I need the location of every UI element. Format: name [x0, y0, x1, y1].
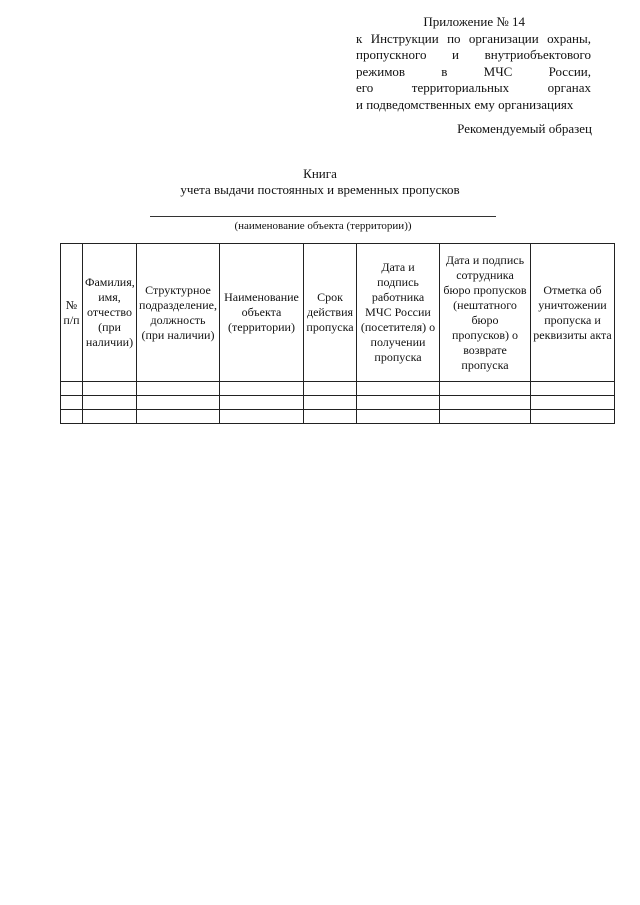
table-cell[interactable] — [531, 382, 615, 396]
column-header-department: Структурное подразделение, должность (при наличии) — [137, 244, 220, 382]
table-cell[interactable] — [61, 396, 83, 410]
table-cell[interactable] — [137, 396, 220, 410]
table-cell[interactable] — [220, 410, 304, 424]
table-cell[interactable] — [304, 396, 357, 410]
table-cell[interactable] — [531, 410, 615, 424]
column-header-full-name: Фамилия, имя, отчество (при наличии) — [83, 244, 137, 382]
column-header-return: Дата и подпись сотрудника бюро пропусков (нештатного бюро пропусков) о возврате пропуска — [440, 244, 531, 382]
column-header-validity: Срок действия пропуска — [304, 244, 357, 382]
table-cell[interactable] — [137, 382, 220, 396]
table-cell[interactable] — [83, 382, 137, 396]
table-cell[interactable] — [83, 410, 137, 424]
table-cell[interactable] — [357, 410, 440, 424]
table-cell[interactable] — [61, 382, 83, 396]
table-cell[interactable] — [440, 396, 531, 410]
appendix-line: его территориальных органах — [356, 80, 591, 95]
appendix-number: Приложение № 14 — [423, 14, 525, 29]
table-body — [61, 382, 615, 424]
appendix-line: пропускного и внутриобъектового — [356, 47, 591, 62]
table-cell[interactable] — [220, 382, 304, 396]
table-cell[interactable] — [304, 410, 357, 424]
appendix-line: и подведомственных ему организациях — [356, 96, 574, 112]
column-header-receipt: Дата и подпись работника МЧС России (посетителя) о получении пропуска — [357, 244, 440, 382]
table-cell[interactable] — [440, 410, 531, 424]
table-cell[interactable] — [83, 396, 137, 410]
table-cell[interactable] — [61, 410, 83, 424]
table-row — [61, 410, 615, 424]
table-header-row — [61, 244, 615, 382]
table-cell[interactable] — [304, 382, 357, 396]
table-cell[interactable] — [531, 396, 615, 410]
appendix-line: к Инструкции по организации охраны, — [356, 30, 591, 46]
column-header-destruction: Отметка об уничтожении пропуска и реквизиты акта — [531, 244, 615, 382]
object-name-caption: (наименование объекта (территории)) — [234, 220, 412, 232]
table-cell[interactable] — [220, 396, 304, 410]
column-header-number: № п/п — [61, 244, 83, 382]
table-cell[interactable] — [357, 396, 440, 410]
column-header-object: Наименование объекта (территории) — [220, 244, 304, 382]
table-row — [61, 396, 615, 410]
table-cell[interactable] — [357, 382, 440, 396]
document-title: Книга — [303, 166, 337, 181]
table-cell[interactable] — [137, 410, 220, 424]
pass-register-table — [60, 243, 615, 424]
appendix-block — [356, 14, 591, 113]
table-cell[interactable] — [440, 382, 531, 396]
appendix-line: режимов в МЧС России, — [356, 63, 591, 79]
document-subtitle: учета выдачи постоянных и временных пропусков — [180, 182, 460, 197]
sample-label: Рекомендуемый образец — [457, 121, 592, 136]
table-row — [61, 382, 615, 396]
object-name-line — [150, 216, 496, 217]
